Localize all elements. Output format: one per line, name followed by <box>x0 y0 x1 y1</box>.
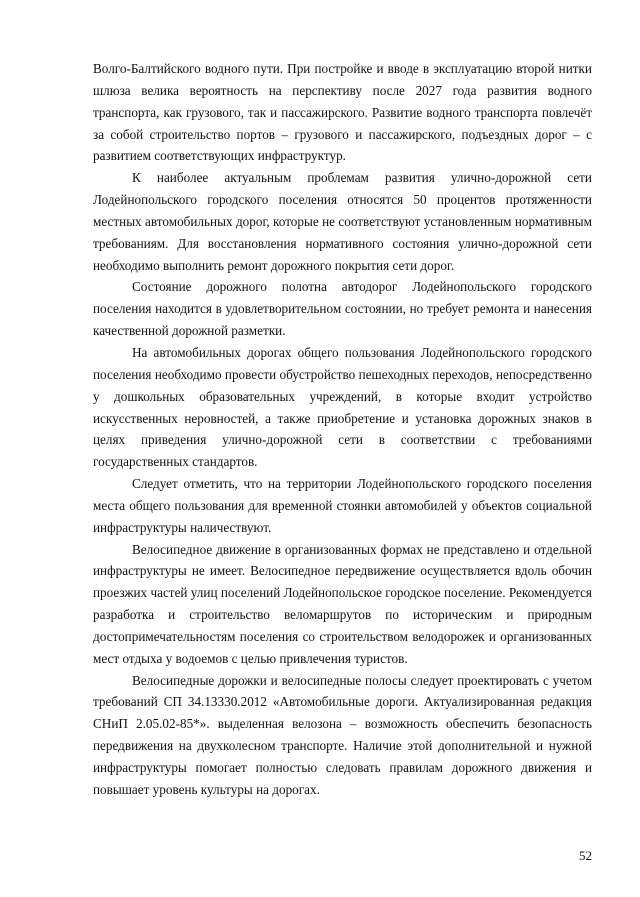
paragraph: Состояние дорожного полотна автодорог Лодейнопольского городского поселения находится в удовлетворительном состоянии, но требует ремонта и нанесения качественной дорожной разметки. <box>93 279 592 339</box>
document-body <box>93 58 592 801</box>
paragraph: Велосипедные дорожки и велосипедные полосы следует проектировать с учетом требований СП 34.13330.2012 «Автомобильные дороги. Актуализированная редакция СНиП 2.05.02-85*». выделенная велозона – возможность обеспечить безопасность передвижения на двухколесном транспорте. Наличие этой дополнительной и нужной инфраструктуры помогает полностью следовать правилам дорожного движения и повышает уровень культуры на дорогах. <box>93 672 592 797</box>
paragraph: Следует отметить, что на территории Лодейнопольского городского поселения места общего пользования для временной стоянки автомобилей у объектов социальной инфраструктуры наличествуют. <box>93 476 592 535</box>
page-number: 52 <box>579 848 592 863</box>
paragraph: Велосипедное движение в организованных формах не представлено и отдельной инфраструктуры не имеет. Велосипедное передвижение осуществляется вдоль обочин проезжих частей улиц поселений Лодейнопольское городское поселение. Рекомендуется разработка и строительство веломаршрутов по историческим и природным достопримечательностям поселения со строительством велодорожек и организованных мест отдыха у водоемов с целью привлечения туристов. <box>93 541 592 666</box>
paragraph: Волго-Балтийского водного пути. При постройке и вводе в эксплуатацию второй нитки шлюза велика вероятность на перспективу после 2027 года развития водного транспорта, как грузового, так и пассажирского. Развитие водного транспорта повлечёт за собой строительство портов – грузового и пассажирского, подъездных дорог – с развитием соответствующих инфраструктур. <box>93 61 592 164</box>
paragraph: К наиболее актуальным проблемам развития улично-дорожной сети Лодейнопольского городского поселения относятся 50 процентов протяженности местных автомобильных дорог, которые не соответствуют установленным нормативным требованиям. Для восстановления нормативного состояния улично-дорожной сети необходимо выполнить ремонт дорожного покрытия сети дорог. <box>93 170 592 273</box>
paragraph: На автомобильных дорогах общего пользования Лодейнопольского городского поселения необходимо провести обустройство пешеходных переходов, непосредственно у дошкольных образовательных учреждений, в которые входит устройство искусственных неровностей, а также приобретение и установка дорожных знаков в целях приведения улично-дорожной сети в соответствии с требованиями государственных стандартов. <box>93 344 592 470</box>
